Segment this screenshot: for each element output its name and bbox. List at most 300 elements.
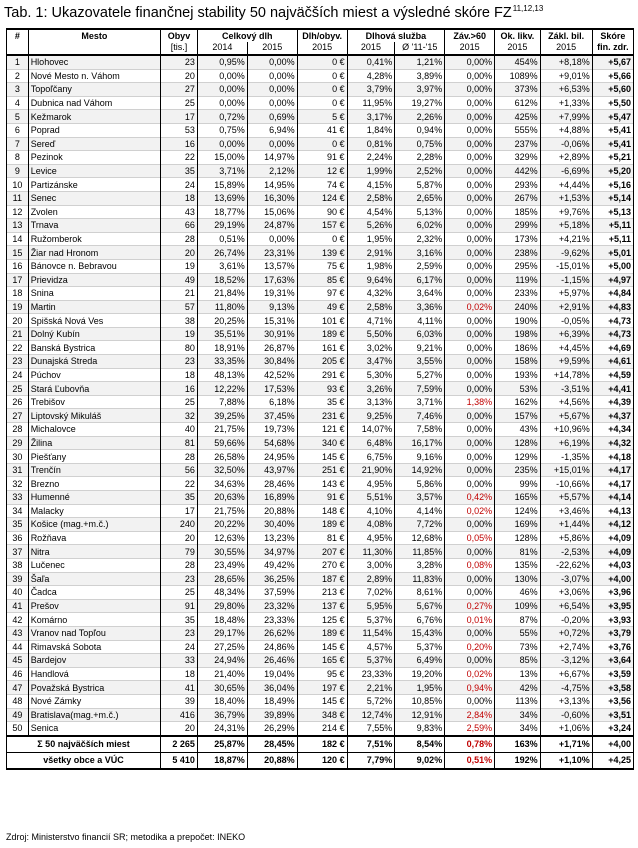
arrears-60: 0,00% — [445, 69, 495, 83]
arrears-60: 0,00% — [445, 409, 495, 423]
debt-per-capita: 348 € — [297, 708, 347, 722]
arrears-60: 2,59% — [445, 722, 495, 736]
debt-service-avg: 5,13% — [395, 205, 445, 219]
footer-row-top50 — [7, 736, 634, 753]
debt-2014: 0,00% — [197, 83, 247, 97]
footer-label: všetky obce a VÚC — [7, 752, 161, 769]
score: +3,58 — [592, 681, 633, 695]
arrears-60: 0,02% — [445, 504, 495, 518]
footer-score: +4,25 — [592, 752, 633, 769]
debt-service-avg: 7,72% — [395, 518, 445, 532]
table-row — [7, 694, 634, 708]
debt-service-2015: 1,95% — [347, 232, 395, 246]
liquidity: 162% — [495, 395, 541, 409]
row-num: 43 — [7, 626, 29, 640]
basic-balance: +4,44% — [540, 178, 592, 192]
debt-service-avg: 0,94% — [395, 123, 445, 137]
arrears-60: 0,00% — [445, 314, 495, 328]
header-service-avg: Ø '11-'15 — [395, 42, 445, 55]
row-num: 42 — [7, 613, 29, 627]
debt-2015: 37,59% — [247, 586, 297, 600]
basic-balance: -2,53% — [540, 545, 592, 559]
row-num: 4 — [7, 96, 29, 110]
liquidity: 373% — [495, 83, 541, 97]
debt-service-avg: 5,86% — [395, 477, 445, 491]
liquidity: 169% — [495, 518, 541, 532]
debt-per-capita: 121 € — [297, 423, 347, 437]
city-name: Malacky — [28, 504, 160, 518]
debt-service-avg: 4,14% — [395, 504, 445, 518]
debt-2014: 24,94% — [197, 654, 247, 668]
debt-service-2015: 11,95% — [347, 96, 395, 110]
debt-service-avg: 3,28% — [395, 558, 445, 572]
debt-2014: 0,00% — [197, 137, 247, 151]
debt-2015: 16,89% — [247, 491, 297, 505]
population: 56 — [161, 463, 198, 477]
row-num: 31 — [7, 463, 29, 477]
population: 20 — [161, 246, 198, 260]
debt-per-capita: 81 € — [297, 531, 347, 545]
liquidity: 135% — [495, 558, 541, 572]
liquidity: 99% — [495, 477, 541, 491]
debt-service-2015: 7,55% — [347, 722, 395, 736]
score: +5,20 — [592, 164, 633, 178]
score: +4,73 — [592, 327, 633, 341]
population: 28 — [161, 232, 198, 246]
population: 24 — [161, 640, 198, 654]
basic-balance: -22,62% — [540, 558, 592, 572]
debt-service-2015: 5,50% — [347, 327, 395, 341]
score: +5,11 — [592, 232, 633, 246]
debt-service-avg: 11,83% — [395, 572, 445, 586]
basic-balance: -3,51% — [540, 382, 592, 396]
population: 16 — [161, 137, 198, 151]
table-row — [7, 654, 634, 668]
population: 22 — [161, 477, 198, 491]
debt-2015: 43,97% — [247, 463, 297, 477]
basic-balance: -15,01% — [540, 259, 592, 273]
table-row — [7, 450, 634, 464]
arrears-60: 0,05% — [445, 531, 495, 545]
arrears-60: 0,00% — [445, 205, 495, 219]
debt-service-avg: 3,16% — [395, 246, 445, 260]
debt-2015: 30,84% — [247, 355, 297, 369]
debt-2015: 39,89% — [247, 708, 297, 722]
liquidity: 198% — [495, 327, 541, 341]
arrears-60: 0,00% — [445, 368, 495, 382]
debt-2014: 0,95% — [197, 55, 247, 69]
city-name: Trnava — [28, 219, 160, 233]
arrears-60: 0,00% — [445, 137, 495, 151]
debt-service-2015: 4,10% — [347, 504, 395, 518]
debt-service-avg: 3,55% — [395, 355, 445, 369]
debt-2014: 23,49% — [197, 558, 247, 572]
score: +4,12 — [592, 518, 633, 532]
footer-score: +4,00 — [592, 736, 633, 753]
debt-2015: 17,53% — [247, 382, 297, 396]
liquidity: 185% — [495, 205, 541, 219]
arrears-60: 0,94% — [445, 681, 495, 695]
arrears-60: 0,00% — [445, 436, 495, 450]
debt-2015: 26,46% — [247, 654, 297, 668]
arrears-60: 0,02% — [445, 300, 495, 314]
city-name: Žiar nad Hronom — [28, 246, 160, 260]
debt-service-2015: 1,98% — [347, 259, 395, 273]
arrears-60: 0,00% — [445, 246, 495, 260]
debt-per-capita: 165 € — [297, 654, 347, 668]
liquidity: 240% — [495, 300, 541, 314]
population: 23 — [161, 626, 198, 640]
debt-2014: 20,22% — [197, 518, 247, 532]
arrears-60: 0,00% — [445, 96, 495, 110]
debt-per-capita: 0 € — [297, 83, 347, 97]
row-num: 21 — [7, 327, 29, 341]
debt-2014: 48,13% — [197, 368, 247, 382]
source-note: Zdroj: Ministerstvo financií SR; metodika a prepočet: INEKO — [6, 832, 246, 842]
liquidity: 109% — [495, 599, 541, 613]
liquidity: 235% — [495, 463, 541, 477]
basic-balance: +1,06% — [540, 722, 592, 736]
debt-2015: 0,00% — [247, 55, 297, 69]
arrears-60: 0,00% — [445, 355, 495, 369]
liquidity: 124% — [495, 504, 541, 518]
population: 25 — [161, 395, 198, 409]
table-row — [7, 491, 634, 505]
population: 35 — [161, 164, 198, 178]
liquidity: 293% — [495, 178, 541, 192]
debt-service-avg: 3,57% — [395, 491, 445, 505]
liquidity: 442% — [495, 164, 541, 178]
basic-balance: -1,15% — [540, 273, 592, 287]
debt-per-capita: 340 € — [297, 436, 347, 450]
row-num: 23 — [7, 355, 29, 369]
row-num: 19 — [7, 300, 29, 314]
debt-service-2015: 2,58% — [347, 300, 395, 314]
debt-2015: 36,25% — [247, 572, 297, 586]
basic-balance: +5,57% — [540, 491, 592, 505]
basic-balance: +5,86% — [540, 531, 592, 545]
debt-service-2015: 4,28% — [347, 69, 395, 83]
score: +5,01 — [592, 246, 633, 260]
table-row — [7, 667, 634, 681]
table-row — [7, 504, 634, 518]
footer-row-all — [7, 752, 634, 769]
debt-per-capita: 75 € — [297, 259, 347, 273]
basic-balance: -10,66% — [540, 477, 592, 491]
basic-balance: +3,06% — [540, 586, 592, 600]
population: 40 — [161, 423, 198, 437]
population: 81 — [161, 436, 198, 450]
debt-service-avg: 4,11% — [395, 314, 445, 328]
basic-balance: +14,78% — [540, 368, 592, 382]
debt-2015: 0,69% — [247, 110, 297, 124]
debt-service-avg: 2,28% — [395, 151, 445, 165]
population: 38 — [161, 314, 198, 328]
debt-2014: 15,89% — [197, 178, 247, 192]
header-arrears: Záv.>60 — [445, 29, 495, 42]
score: +4,84 — [592, 287, 633, 301]
score: +3,93 — [592, 613, 633, 627]
liquidity: 425% — [495, 110, 541, 124]
debt-service-2015: 2,58% — [347, 191, 395, 205]
liquidity: 81% — [495, 545, 541, 559]
row-num: 37 — [7, 545, 29, 559]
basic-balance: -0,05% — [540, 314, 592, 328]
debt-2014: 39,25% — [197, 409, 247, 423]
debt-2015: 37,45% — [247, 409, 297, 423]
debt-service-2015: 9,64% — [347, 273, 395, 287]
score: +4,37 — [592, 409, 633, 423]
debt-service-2015: 5,51% — [347, 491, 395, 505]
footer-debt-2015: 28,45% — [247, 736, 297, 753]
liquidity: 34% — [495, 708, 541, 722]
score: +4,61 — [592, 355, 633, 369]
debt-2014: 0,00% — [197, 96, 247, 110]
debt-2014: 12,22% — [197, 382, 247, 396]
basic-balance: -0,60% — [540, 708, 592, 722]
arrears-60: 0,00% — [445, 327, 495, 341]
debt-per-capita: 161 € — [297, 341, 347, 355]
population: 66 — [161, 219, 198, 233]
basic-balance: +6,67% — [540, 667, 592, 681]
row-num: 45 — [7, 654, 29, 668]
header-debt-2015: 2015 — [247, 42, 297, 55]
debt-service-avg: 2,52% — [395, 164, 445, 178]
footer-debt-2014: 18,87% — [197, 752, 247, 769]
city-name: Bratislava(mag.+m.č.) — [28, 708, 160, 722]
table-row — [7, 69, 634, 83]
score: +5,21 — [592, 151, 633, 165]
row-num: 9 — [7, 164, 29, 178]
population: 18 — [161, 667, 198, 681]
score: +3,95 — [592, 599, 633, 613]
debt-per-capita: 189 € — [297, 626, 347, 640]
basic-balance: -4,75% — [540, 681, 592, 695]
table-row — [7, 518, 634, 532]
population: 20 — [161, 531, 198, 545]
city-name: Rimavská Sobota — [28, 640, 160, 654]
debt-service-2015: 3,17% — [347, 110, 395, 124]
header-liq-year: 2015 — [495, 42, 541, 55]
debt-2015: 30,40% — [247, 518, 297, 532]
debt-per-capita: 143 € — [297, 477, 347, 491]
basic-balance: +3,13% — [540, 694, 592, 708]
footer-service-avg: 9,02% — [395, 752, 445, 769]
debt-2015: 6,18% — [247, 395, 297, 409]
debt-service-avg: 15,43% — [395, 626, 445, 640]
city-name: Sereď — [28, 137, 160, 151]
population: 19 — [161, 327, 198, 341]
score: +5,47 — [592, 110, 633, 124]
debt-2014: 0,51% — [197, 232, 247, 246]
liquidity: 42% — [495, 681, 541, 695]
basic-balance: +3,46% — [540, 504, 592, 518]
liquidity: 299% — [495, 219, 541, 233]
title-footnote-refs: 11,12,13 — [512, 4, 544, 13]
basic-balance: +0,72% — [540, 626, 592, 640]
city-name: Košice (mag.+m.č.) — [28, 518, 160, 532]
arrears-60: 0,00% — [445, 477, 495, 491]
row-num: 41 — [7, 599, 29, 613]
debt-per-capita: 49 € — [297, 300, 347, 314]
liquidity: 157% — [495, 409, 541, 423]
population: 19 — [161, 259, 198, 273]
population: 79 — [161, 545, 198, 559]
table-row — [7, 722, 634, 736]
basic-balance: -0,06% — [540, 137, 592, 151]
debt-per-capita: 207 € — [297, 545, 347, 559]
city-name: Žilina — [28, 436, 160, 450]
debt-2014: 33,35% — [197, 355, 247, 369]
debt-service-avg: 1,95% — [395, 681, 445, 695]
debt-per-capita: 137 € — [297, 599, 347, 613]
debt-2015: 14,95% — [247, 178, 297, 192]
arrears-60: 0,00% — [445, 110, 495, 124]
debt-2014: 32,50% — [197, 463, 247, 477]
population: 39 — [161, 694, 198, 708]
debt-2015: 34,97% — [247, 545, 297, 559]
row-num: 40 — [7, 586, 29, 600]
debt-service-2015: 2,91% — [347, 246, 395, 260]
debt-2015: 26,87% — [247, 341, 297, 355]
debt-per-capita: 0 € — [297, 55, 347, 69]
debt-2015: 30,91% — [247, 327, 297, 341]
row-num: 15 — [7, 246, 29, 260]
arrears-60: 0,00% — [445, 382, 495, 396]
row-num: 2 — [7, 69, 29, 83]
row-num: 7 — [7, 137, 29, 151]
table-row — [7, 463, 634, 477]
table-row — [7, 395, 634, 409]
score: +4,17 — [592, 477, 633, 491]
table-row — [7, 191, 634, 205]
debt-2014: 48,34% — [197, 586, 247, 600]
city-name: Pezinok — [28, 151, 160, 165]
city-name: Senec — [28, 191, 160, 205]
city-name: Prievidza — [28, 273, 160, 287]
financial-stability-table — [6, 28, 634, 770]
arrears-60: 0,00% — [445, 572, 495, 586]
debt-2014: 21,40% — [197, 667, 247, 681]
city-name: Dolný Kubín — [28, 327, 160, 341]
table-row — [7, 151, 634, 165]
header-debt-2014: 2014 — [197, 42, 247, 55]
table-row — [7, 545, 634, 559]
arrears-60: 0,00% — [445, 463, 495, 477]
debt-service-2015: 21,90% — [347, 463, 395, 477]
city-name: Liptovský Mikuláš — [28, 409, 160, 423]
population: 22 — [161, 151, 198, 165]
row-num: 34 — [7, 504, 29, 518]
population: 32 — [161, 409, 198, 423]
arrears-60: 0,00% — [445, 55, 495, 69]
row-num: 6 — [7, 123, 29, 137]
city-name: Komárno — [28, 613, 160, 627]
liquidity: 73% — [495, 640, 541, 654]
table-row — [7, 259, 634, 273]
row-num: 17 — [7, 273, 29, 287]
debt-per-capita: 213 € — [297, 586, 347, 600]
population: 35 — [161, 491, 198, 505]
row-num: 50 — [7, 722, 29, 736]
population: 16 — [161, 382, 198, 396]
score: +4,59 — [592, 368, 633, 382]
debt-service-2015: 6,48% — [347, 436, 395, 450]
debt-per-capita: 74 € — [297, 178, 347, 192]
row-num: 16 — [7, 259, 29, 273]
debt-2015: 15,31% — [247, 314, 297, 328]
table-row — [7, 613, 634, 627]
debt-service-avg: 9,16% — [395, 450, 445, 464]
row-num: 28 — [7, 423, 29, 437]
footer-debt-per: 182 € — [297, 736, 347, 753]
city-name: Humenné — [28, 491, 160, 505]
debt-service-2015: 4,57% — [347, 640, 395, 654]
table-row — [7, 341, 634, 355]
debt-2014: 18,52% — [197, 273, 247, 287]
header-pop: Obyv — [161, 29, 198, 42]
header-city: Mesto — [28, 29, 160, 42]
city-name: Bánovce n. Bebravou — [28, 259, 160, 273]
debt-per-capita: 35 € — [297, 395, 347, 409]
population: 33 — [161, 654, 198, 668]
population: 20 — [161, 69, 198, 83]
arrears-60: 0,00% — [445, 626, 495, 640]
debt-service-2015: 4,54% — [347, 205, 395, 219]
debt-service-2015: 3,47% — [347, 355, 395, 369]
score: +5,67 — [592, 55, 633, 69]
table-row — [7, 382, 634, 396]
header-score-sub: fin. zdr. — [592, 42, 633, 55]
row-num: 32 — [7, 477, 29, 491]
debt-service-avg: 3,71% — [395, 395, 445, 409]
table-row — [7, 164, 634, 178]
arrears-60: 0,00% — [445, 164, 495, 178]
score: +4,41 — [592, 382, 633, 396]
liquidity: 295% — [495, 259, 541, 273]
table-row — [7, 123, 634, 137]
row-num: 10 — [7, 178, 29, 192]
footer-arrears: 0,78% — [445, 736, 495, 753]
header-debt-per: Dlh/obyv. — [297, 29, 347, 42]
debt-service-avg: 19,20% — [395, 667, 445, 681]
debt-service-avg: 7,58% — [395, 423, 445, 437]
debt-service-avg: 3,97% — [395, 83, 445, 97]
arrears-60: 0,00% — [445, 123, 495, 137]
debt-2014: 30,65% — [197, 681, 247, 695]
debt-2015: 24,86% — [247, 640, 297, 654]
score: +4,34 — [592, 423, 633, 437]
debt-2015: 54,68% — [247, 436, 297, 450]
population: 25 — [161, 96, 198, 110]
liquidity: 43% — [495, 423, 541, 437]
debt-2014: 3,71% — [197, 164, 247, 178]
debt-service-2015: 23,33% — [347, 667, 395, 681]
debt-service-avg: 7,46% — [395, 409, 445, 423]
debt-service-2015: 4,08% — [347, 518, 395, 532]
debt-2015: 23,31% — [247, 246, 297, 260]
basic-balance: -1,35% — [540, 450, 592, 464]
basic-balance: +1,33% — [540, 96, 592, 110]
debt-per-capita: 90 € — [297, 205, 347, 219]
debt-service-avg: 5,87% — [395, 178, 445, 192]
debt-per-capita: 85 € — [297, 273, 347, 287]
debt-per-capita: 214 € — [297, 722, 347, 736]
score: +4,14 — [592, 491, 633, 505]
debt-service-avg: 5,27% — [395, 368, 445, 382]
row-num: 5 — [7, 110, 29, 124]
city-name: Piešťany — [28, 450, 160, 464]
